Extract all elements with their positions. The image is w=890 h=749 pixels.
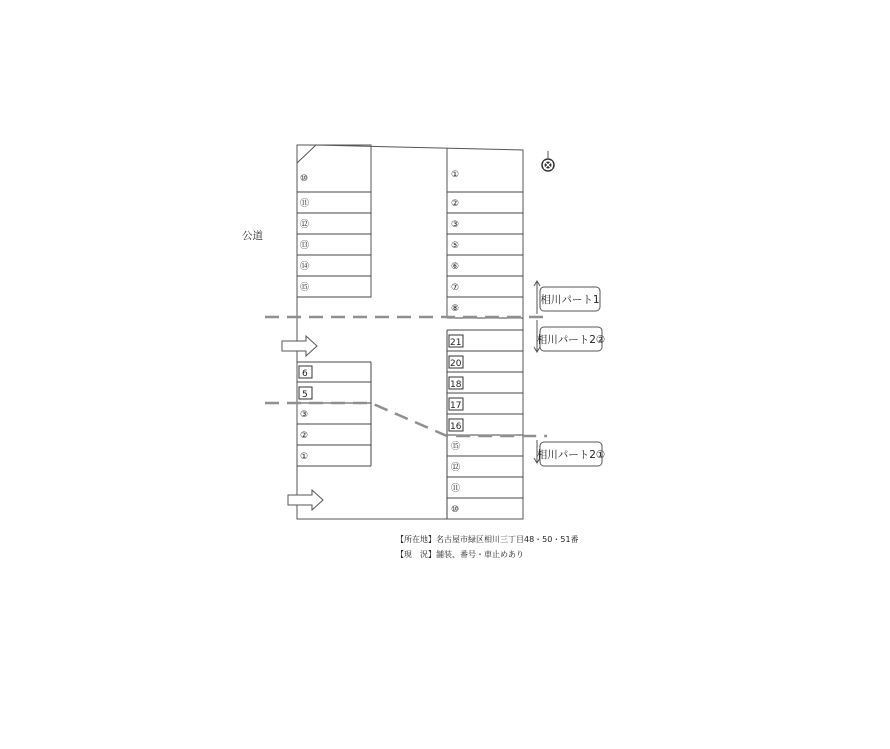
right-top-stall-lines	[447, 192, 523, 318]
stall-number: ⑤	[451, 241, 460, 251]
address-text: 【所在地】名古屋市緑区相川三丁目48・50・51番	[396, 535, 579, 544]
stall-number: ⑫	[300, 220, 310, 230]
right-bottom-stall-numbers	[449, 335, 463, 515]
stall-number: ⑪	[451, 484, 461, 494]
stall-number: ①	[300, 452, 309, 462]
stall-number: ⑬	[300, 241, 310, 251]
stall-number: 18	[450, 380, 462, 390]
stall-number: ⑭	[300, 262, 310, 272]
part2-1-label: 相川パート2①	[536, 449, 606, 461]
stall-number: 5	[302, 390, 308, 400]
stall-number: ②	[451, 199, 460, 209]
part1-label: 相川パート1	[540, 294, 600, 306]
stall-number: ⑫	[451, 463, 461, 473]
stall-number: ③	[451, 220, 460, 230]
stall-number: 20	[450, 359, 462, 369]
entrance-arrow-lower	[288, 490, 323, 510]
stall-number: ①	[451, 170, 460, 180]
stall-number: ⑥	[451, 262, 460, 272]
part1-range-arrow	[534, 281, 540, 314]
north-compass-icon	[542, 151, 554, 171]
stall-number: 6	[302, 369, 308, 379]
status-text: 【現 況】舗装、番号・車止めあり	[396, 550, 524, 559]
stall-number: ③	[300, 410, 309, 420]
left-bottom-stall-numbers	[299, 366, 312, 462]
stall-number: ⑩	[451, 505, 460, 515]
stall-number: 21	[450, 338, 462, 348]
site-outline	[297, 145, 523, 519]
stall-number: ⑮	[451, 442, 461, 452]
road-label: 公道	[242, 230, 263, 242]
stall-number: ⑦	[451, 283, 460, 293]
entrance-arrow-upper	[282, 336, 317, 356]
stall-number: ⑮	[300, 283, 310, 293]
stall-number: ⑧	[451, 304, 460, 314]
stall-number: 17	[450, 401, 462, 411]
stall-number: 16	[450, 422, 462, 432]
stall-number: ②	[300, 431, 309, 441]
stall-number: ⑪	[300, 199, 310, 209]
stall-number: ⑩	[300, 174, 309, 184]
part2-2-label: 相川パート2②	[536, 334, 606, 346]
